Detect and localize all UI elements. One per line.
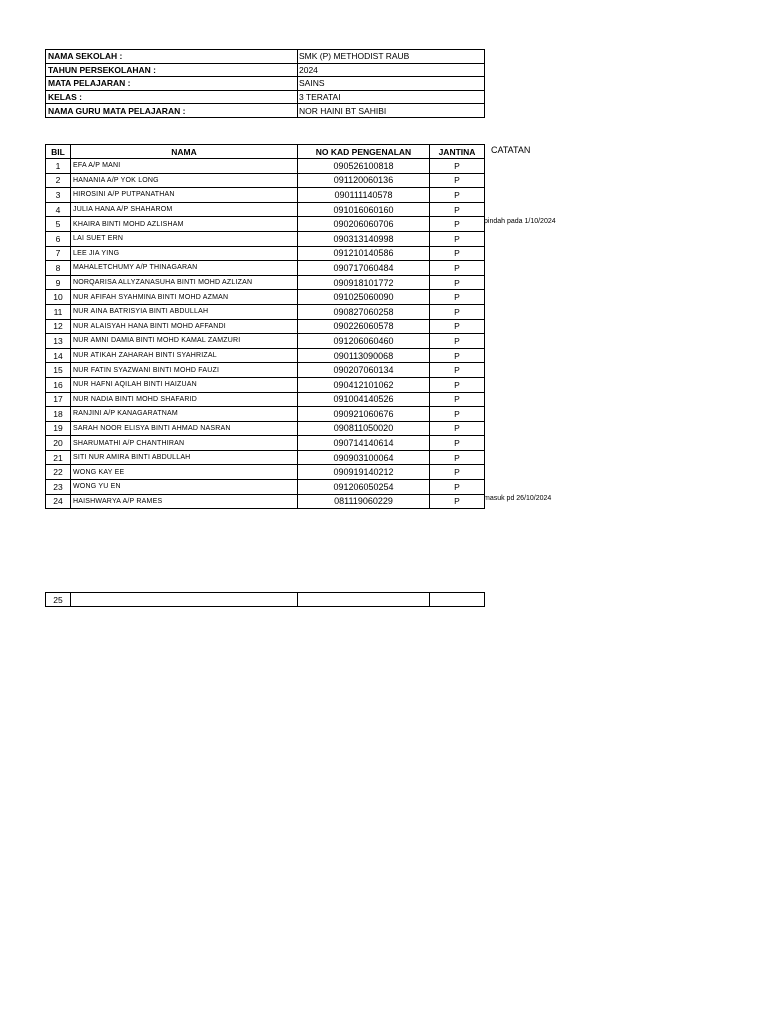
info-value: 2024	[298, 63, 485, 77]
table-row	[46, 217, 485, 232]
student-list-header	[46, 145, 485, 159]
bil-cell: 6	[46, 231, 71, 246]
info-row	[46, 63, 485, 77]
ic-cell: 090918101772	[298, 275, 430, 290]
nama-cell: NUR ATIKAH ZAHARAH BINTI SYAHRIZAL	[71, 348, 298, 363]
table-row	[46, 231, 485, 246]
nama-cell: NUR AFIFAH SYAHMINA BINTI MOHD AZMAN	[71, 290, 298, 305]
table-row	[46, 290, 485, 305]
ic-cell: 090206060706	[298, 217, 430, 232]
nama-cell: HAISHWARYA A/P RAMES	[71, 494, 298, 509]
ic-cell: 090921060676	[298, 407, 430, 422]
ic-cell: 090111140578	[298, 188, 430, 203]
info-row	[46, 77, 485, 91]
jantina-cell: P	[430, 304, 485, 319]
school-info-body	[46, 50, 485, 118]
jantina-cell: P	[430, 334, 485, 349]
table-row	[46, 348, 485, 363]
jantina-cell: P	[430, 173, 485, 188]
info-label: NAMA SEKOLAH :	[46, 50, 298, 64]
column-header-ic: NO KAD PENGENALAN	[298, 145, 430, 159]
nama-cell: KHAIRA BINTI MOHD AZLISHAM	[71, 217, 298, 232]
bil-cell: 8	[46, 261, 71, 276]
jantina-cell: P	[430, 261, 485, 276]
nama-cell: NUR ALAISYAH HANA BINTI MOHD AFFANDI	[71, 319, 298, 334]
jantina-cell: P	[430, 159, 485, 174]
bil-cell: 16	[46, 377, 71, 392]
info-label: KELAS :	[46, 90, 298, 104]
bil-cell: 5	[46, 217, 71, 232]
table-row	[46, 202, 485, 217]
info-row	[46, 90, 485, 104]
ic-cell: 091016060160	[298, 202, 430, 217]
nama-cell: RANJINI A/P KANAGARATNAM	[71, 407, 298, 422]
table-row	[46, 246, 485, 261]
ic-cell: 090226060578	[298, 319, 430, 334]
bil-cell: 2	[46, 173, 71, 188]
column-header-jantina: JANTINA	[430, 145, 485, 159]
jantina-cell: P	[430, 275, 485, 290]
ic-cell: 090207060134	[298, 363, 430, 378]
bil-cell: 17	[46, 392, 71, 407]
jantina-cell: P	[430, 421, 485, 436]
nama-cell	[71, 593, 298, 607]
column-header-nama: NAMA	[71, 145, 298, 159]
extra-row-table	[45, 592, 485, 607]
table-row	[46, 593, 485, 607]
bil-cell: 20	[46, 436, 71, 451]
nama-cell: NUR AINA BATRISYIA BINTI ABDULLAH	[71, 304, 298, 319]
nama-cell: SITI NUR AMIRA BINTI ABDULLAH	[71, 450, 298, 465]
jantina-cell: P	[430, 246, 485, 261]
ic-cell: 090717060484	[298, 261, 430, 276]
nama-cell: LAI SUET ERN	[71, 231, 298, 246]
table-row	[46, 465, 485, 480]
table-row	[46, 173, 485, 188]
student-list-table	[45, 144, 485, 509]
nama-cell: SARAH NOOR ELISYA BINTI AHMAD NASRAN	[71, 421, 298, 436]
table-row	[46, 377, 485, 392]
info-row	[46, 104, 485, 118]
ic-cell: 090412101062	[298, 377, 430, 392]
info-label: NAMA GURU MATA PELAJARAN :	[46, 104, 298, 118]
bil-cell: 24	[46, 494, 71, 509]
bil-cell: 22	[46, 465, 71, 480]
bil-cell: 12	[46, 319, 71, 334]
info-label: MATA PELAJARAN :	[46, 77, 298, 91]
nama-cell: HANANIA A/P YOK LONG	[71, 173, 298, 188]
table-row	[46, 275, 485, 290]
jantina-cell: P	[430, 450, 485, 465]
table-row	[46, 450, 485, 465]
nama-cell: NUR FATIN SYAZWANI BINTI MOHD FAUZI	[71, 363, 298, 378]
bil-cell: 14	[46, 348, 71, 363]
bil-cell: 11	[46, 304, 71, 319]
jantina-cell: P	[430, 319, 485, 334]
bil-cell: 1	[46, 159, 71, 174]
bil-cell: 15	[46, 363, 71, 378]
jantina-cell: P	[430, 363, 485, 378]
table-row	[46, 480, 485, 495]
table-row	[46, 494, 485, 509]
catatan-note: masuk pd 26/10/2024	[484, 495, 552, 503]
jantina-cell: P	[430, 465, 485, 480]
table-row	[46, 334, 485, 349]
catatan-note: pindah pada 1/10/2024	[484, 217, 556, 225]
column-header-catatan: CATATAN	[491, 145, 531, 155]
jantina-cell: P	[430, 436, 485, 451]
table-row	[46, 392, 485, 407]
nama-cell: NUR HAFNI AQILAH BINTI HAIZUAN	[71, 377, 298, 392]
info-label: TAHUN PERSEKOLAHAN :	[46, 63, 298, 77]
bil-cell: 18	[46, 407, 71, 422]
nama-cell: HIROSINI A/P PUTPANATHAN	[71, 188, 298, 203]
ic-cell: 090313140998	[298, 231, 430, 246]
table-row	[46, 261, 485, 276]
jantina-cell: P	[430, 392, 485, 407]
nama-cell: EFA A/P MANI	[71, 159, 298, 174]
ic-cell: 091120060136	[298, 173, 430, 188]
column-header-bil: BIL	[46, 145, 71, 159]
bil-cell: 3	[46, 188, 71, 203]
ic-cell	[298, 593, 430, 607]
jantina-cell	[430, 593, 485, 607]
jantina-cell: P	[430, 407, 485, 422]
ic-cell: 090526100818	[298, 159, 430, 174]
jantina-cell: P	[430, 217, 485, 232]
info-row	[46, 50, 485, 64]
table-row	[46, 407, 485, 422]
ic-cell: 091210140586	[298, 246, 430, 261]
table-row	[46, 188, 485, 203]
ic-cell: 090811050020	[298, 421, 430, 436]
table-row	[46, 436, 485, 451]
ic-cell: 091206060460	[298, 334, 430, 349]
ic-cell: 090113090068	[298, 348, 430, 363]
jantina-cell: P	[430, 188, 485, 203]
nama-cell: MAHALETCHUMY A/P THINAGARAN	[71, 261, 298, 276]
ic-cell: 090714140614	[298, 436, 430, 451]
info-value: NOR HAINI BT SAHIBI	[298, 104, 485, 118]
bil-cell: 25	[46, 593, 71, 607]
ic-cell: 081119060229	[298, 494, 430, 509]
ic-cell: 091206050254	[298, 480, 430, 495]
nama-cell: LEE JIA YING	[71, 246, 298, 261]
ic-cell: 091025060090	[298, 290, 430, 305]
nama-cell: NUR AMNI DAMIA BINTI MOHD KAMAL ZAMZURI	[71, 334, 298, 349]
jantina-cell: P	[430, 348, 485, 363]
table-row	[46, 421, 485, 436]
ic-cell: 090919140212	[298, 465, 430, 480]
ic-cell: 091004140526	[298, 392, 430, 407]
table-row	[46, 304, 485, 319]
header-row	[46, 145, 485, 159]
table-row	[46, 363, 485, 378]
jantina-cell: P	[430, 377, 485, 392]
table-row	[46, 159, 485, 174]
table-row	[46, 319, 485, 334]
nama-cell: SHARUMATHI A/P CHANTHIRAN	[71, 436, 298, 451]
bil-cell: 7	[46, 246, 71, 261]
info-value: SAINS	[298, 77, 485, 91]
bil-cell: 10	[46, 290, 71, 305]
bil-cell: 19	[46, 421, 71, 436]
school-info-table	[45, 49, 485, 118]
info-value: SMK (P) METHODIST RAUB	[298, 50, 485, 64]
bil-cell: 4	[46, 202, 71, 217]
nama-cell: WONG KAY EE	[71, 465, 298, 480]
jantina-cell: P	[430, 480, 485, 495]
bil-cell: 23	[46, 480, 71, 495]
student-list-body	[46, 159, 485, 509]
nama-cell: JULIA HANA A/P SHAHAROM	[71, 202, 298, 217]
bil-cell: 13	[46, 334, 71, 349]
nama-cell: NUR NADIA BINTI MOHD SHAFARID	[71, 392, 298, 407]
jantina-cell: P	[430, 231, 485, 246]
nama-cell: NORQARISA ALLYZANASUHA BINTI MOHD AZLIZAN	[71, 275, 298, 290]
info-value: 3 TERATAI	[298, 90, 485, 104]
ic-cell: 090903100064	[298, 450, 430, 465]
bil-cell: 21	[46, 450, 71, 465]
jantina-cell: P	[430, 202, 485, 217]
jantina-cell: P	[430, 494, 485, 509]
ic-cell: 090827060258	[298, 304, 430, 319]
jantina-cell: P	[430, 290, 485, 305]
nama-cell: WONG YU EN	[71, 480, 298, 495]
bil-cell: 9	[46, 275, 71, 290]
